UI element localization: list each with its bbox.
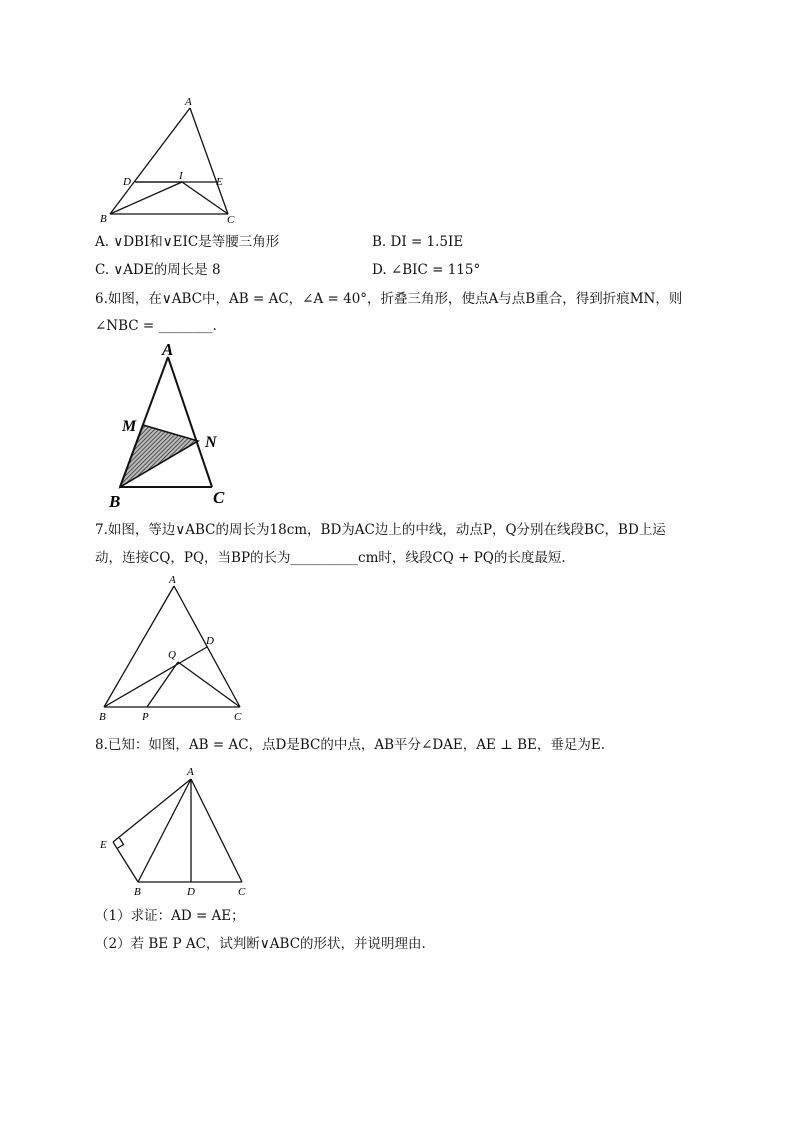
label-a: A <box>187 766 194 778</box>
label-c: C <box>227 214 235 226</box>
label-c: C <box>234 711 242 723</box>
option-b: B. DI = 1.5IE <box>372 234 464 250</box>
q8-sub1: （1）求证：AD = AE； <box>95 908 245 924</box>
label-d: D <box>187 886 195 898</box>
label-b: B <box>134 886 141 898</box>
label-m: M <box>122 418 137 435</box>
label-d: D <box>206 635 214 647</box>
label-b: B <box>99 711 106 723</box>
label-e: E <box>100 839 107 851</box>
q7-line1: 7.如图，等边∨ABC的周长为18cm，BD为AC边上的中线，动点P，Q分别在线段BC，BD上运 <box>95 522 666 538</box>
label-a: A <box>162 340 174 359</box>
q8-sub2: （2）若 BE P AC，试判断∨ABC的形状，并说明理由. <box>95 936 426 952</box>
label-d: D <box>123 176 131 188</box>
q6-line2: ∠NBC = ________. <box>95 318 217 334</box>
figure-equilateral-triangle <box>90 570 260 725</box>
label-c: C <box>238 886 246 898</box>
label-q: Q <box>168 649 176 661</box>
label-a: A <box>169 574 176 586</box>
label-a: A <box>185 96 192 108</box>
figure-isosceles-with-perpendicular <box>90 762 260 902</box>
label-c: C <box>213 488 225 507</box>
option-a: A. ∨DBI和∨EIC是等腰三角形 <box>95 234 280 250</box>
q8-line1: 8.已知：如图，AB = AC，点D是BC的中点，AB平分∠DAE，AE ⊥ BE，垂足为E. <box>95 737 606 753</box>
figure-triangle-ade-bic <box>90 92 250 232</box>
label-e: E <box>216 176 223 188</box>
label-i: I <box>179 170 183 182</box>
option-c: C. ∨ADE的周长是 8 <box>95 262 221 278</box>
q7-line2: 动，连接CQ，PQ，当BP的长为__________cm时，线段CQ + PQ的长度最短. <box>95 550 566 566</box>
option-d: D. ∠BIC = 115° <box>372 262 481 278</box>
label-b: B <box>100 213 107 225</box>
figure-fold-triangle <box>100 335 250 515</box>
label-p: P <box>142 711 149 723</box>
label-n: N <box>205 434 217 451</box>
label-b: B <box>109 492 121 511</box>
q6-line1: 6.如图，在∨ABC中，AB = AC，∠A = 40°，折叠三角形，使点A与点B重合，得到折痕MN，则 <box>95 291 683 307</box>
